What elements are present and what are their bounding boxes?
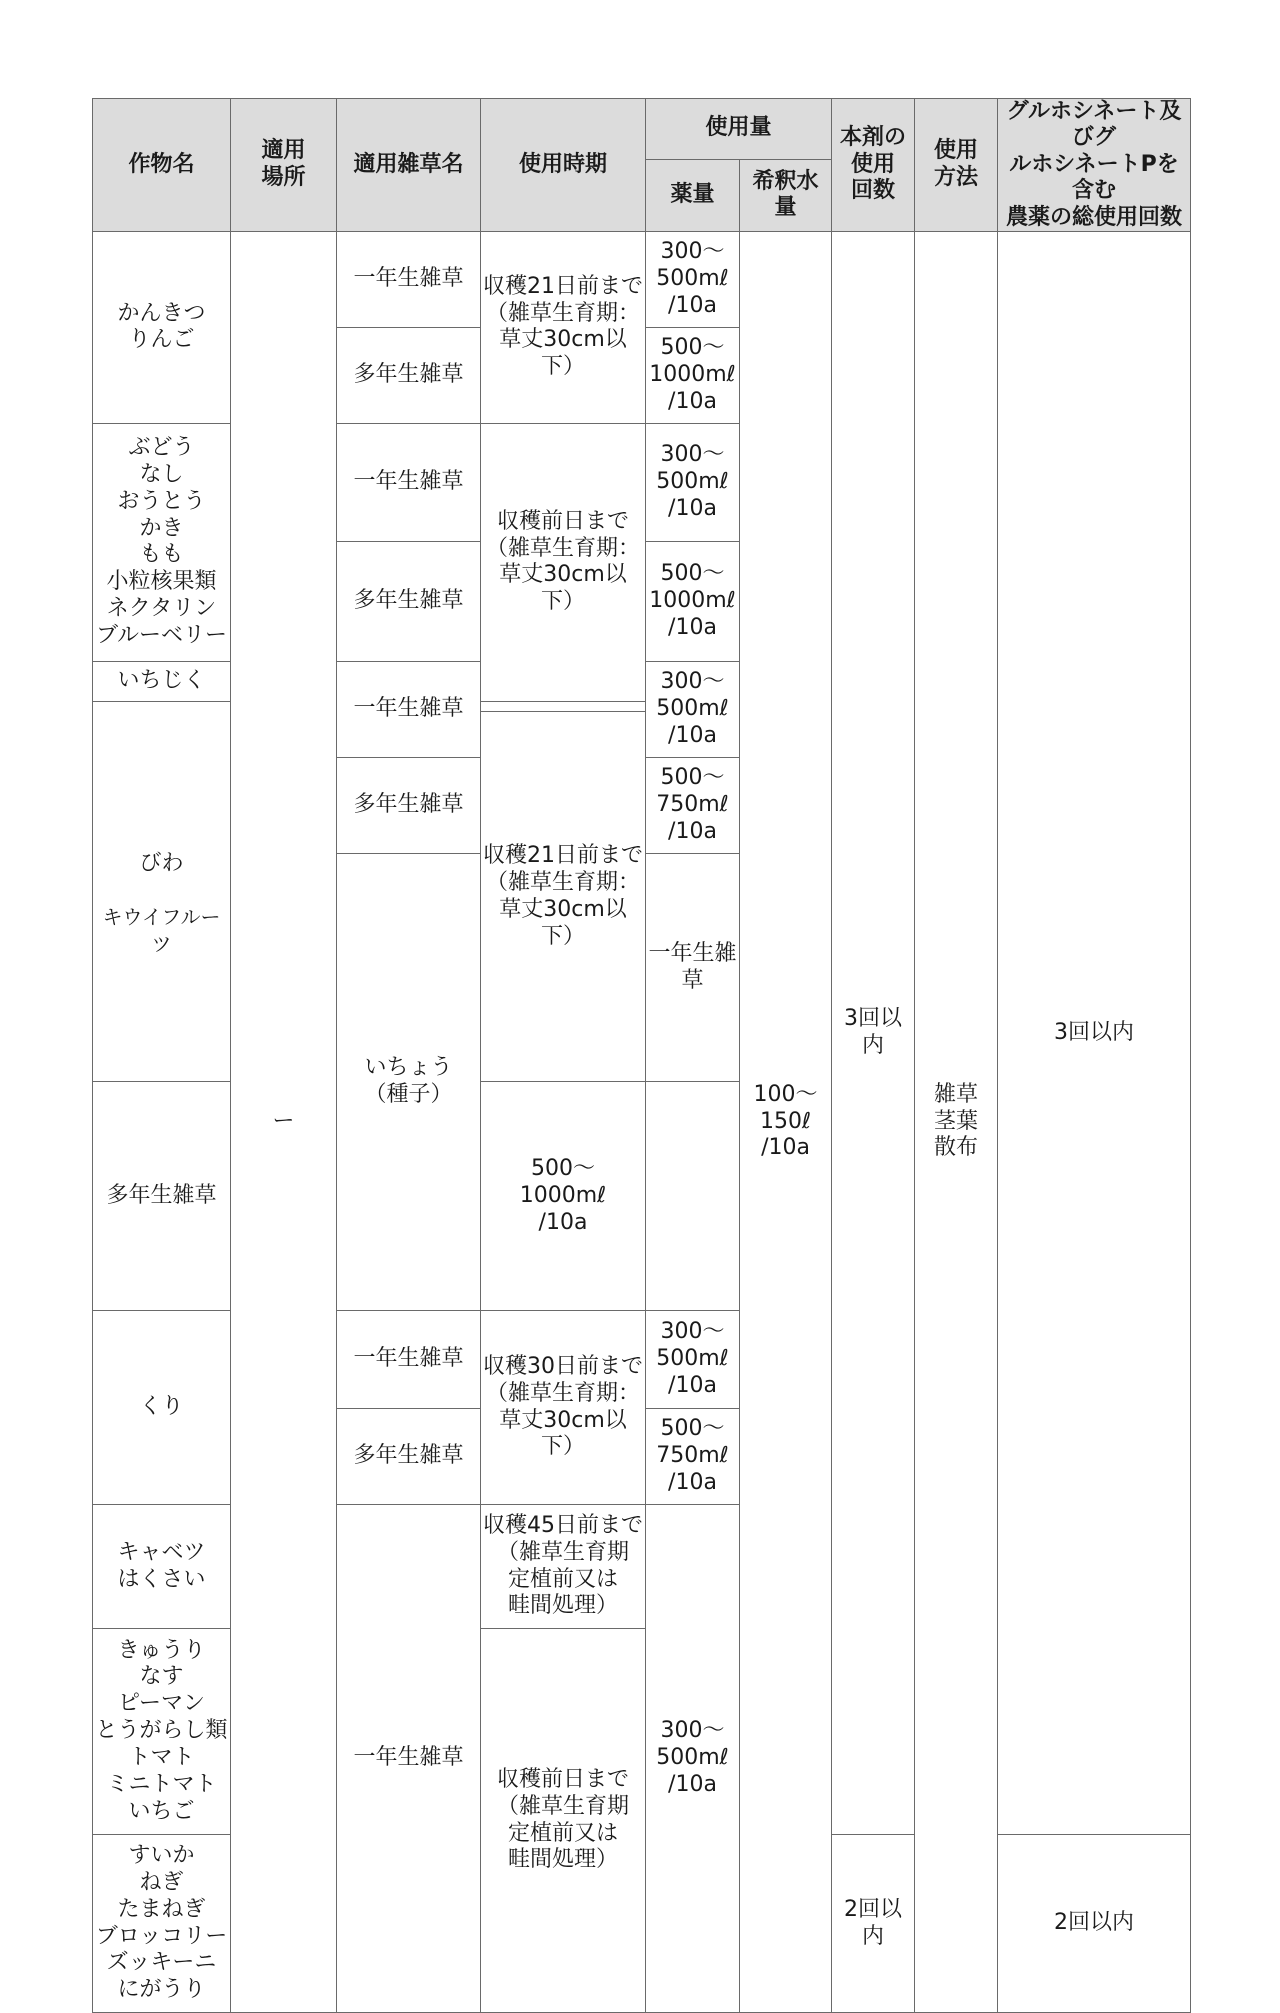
crop-suika: すいか ねぎ たまねぎ ブロッコリー ズッキーニ にがうり [93, 1835, 231, 2013]
water-cell: 100〜 150ℓ /10a [740, 231, 832, 2012]
header-water: 希釈水量 [740, 159, 832, 231]
crop-cabbage: キャベツ はくさい [93, 1505, 231, 1629]
crop-ichou: いちょう （種子） [337, 853, 481, 1310]
method-cell: 雑草 茎葉 散布 [915, 231, 998, 2012]
dose-cell: 300〜 500mℓ /10a [646, 1311, 740, 1409]
dose-cell: 500〜 750mℓ /10a [646, 757, 740, 853]
dose-cell: 300〜 500mℓ /10a [646, 661, 740, 757]
header-times: 本剤の 使用 回数 [832, 99, 915, 232]
dose-cell: 500〜 750mℓ /10a [646, 1409, 740, 1505]
weed-perennial: 多年生雑草 [337, 1409, 481, 1505]
timing-30days: 収穫30日前まで （雑草生育期： 草丈30cm以下） [481, 1311, 646, 1505]
timing-45days: 収穫45日前まで （雑草生育期 定植前又は 畦間処理） [481, 1505, 646, 1629]
crop-budou: ぶどう なし おうとう かき もも 小粒核果類 ネクタリン ブルーベリー [93, 423, 231, 661]
herbicide-usage-table [92, 98, 1191, 2013]
dose-cell: 500〜 1000mℓ /10a [646, 327, 740, 423]
weed-perennial: 多年生雑草 [337, 327, 481, 423]
header-amount: 使用量 [646, 99, 832, 160]
header-total: グルホシネート及びグ ルホシネートPを含む 農薬の総使用回数 [998, 99, 1191, 232]
timing-day-before: 収穫前日まで （雑草生育期： 草丈30cm以下） [481, 423, 646, 701]
weed-annual: 一年生雑草 [646, 853, 740, 1082]
crop-kiwi-name: キウイフルーツ [102, 905, 221, 956]
timing-21days: 収穫21日前まで （雑草生育期： 草丈30cm以下） [481, 711, 646, 1082]
header-timing: 使用時期 [481, 99, 646, 232]
timing-21days: 収穫21日前まで （雑草生育期： 草丈30cm以下） [481, 231, 646, 423]
dose-cell: 300〜 500mℓ /10a [646, 423, 740, 541]
crop-kyuuri: きゅうり なす ピーマン とうがらし類 トマト ミニトマト いちご [93, 1629, 231, 1835]
weed-perennial: 多年生雑草 [337, 541, 481, 661]
header-weed: 適用雑草名 [337, 99, 481, 232]
weed-perennial: 多年生雑草 [93, 1082, 231, 1311]
dose-cell: 500〜 1000mℓ /10a [481, 1082, 646, 1311]
weed-annual: 一年生雑草 [337, 661, 481, 757]
total-fruit: 3回以内 [998, 231, 1191, 1834]
header-method: 使用 方法 [915, 99, 998, 232]
timing-day-before: 収穫前日まで （雑草生育期 定植前又は 畦間処理） [481, 1629, 646, 2013]
dose-cell: 300〜 500mℓ /10a [646, 1505, 740, 2013]
weed-annual: 一年生雑草 [337, 1311, 481, 1409]
place-cell: ー [231, 231, 337, 2012]
crop-kankitsu: かんきつ りんご [93, 231, 231, 423]
crop-ichijiku: いちじく [93, 661, 231, 701]
header-crop: 作物名 [93, 99, 231, 232]
crop-biwa-name: びわ [139, 851, 184, 877]
weed-perennial: 多年生雑草 [337, 757, 481, 853]
total-suika: 2回以内 [998, 1835, 1191, 2013]
times-suika: 2回以内 [832, 1835, 915, 2013]
weed-annual: 一年生雑草 [337, 231, 481, 327]
header-chem: 薬量 [646, 159, 740, 231]
header-place: 適用 場所 [231, 99, 337, 232]
weed-annual: 一年生雑草 [337, 423, 481, 541]
crop-biwa [93, 701, 231, 1082]
crop-kuri: くり [93, 1311, 231, 1505]
dose-cell: 300〜 500mℓ /10a [646, 231, 740, 327]
times-fruit: 3回以内 [832, 231, 915, 1834]
dose-cell: 500〜 1000mℓ /10a [646, 541, 740, 661]
weed-annual: 一年生雑草 [337, 1505, 481, 2013]
